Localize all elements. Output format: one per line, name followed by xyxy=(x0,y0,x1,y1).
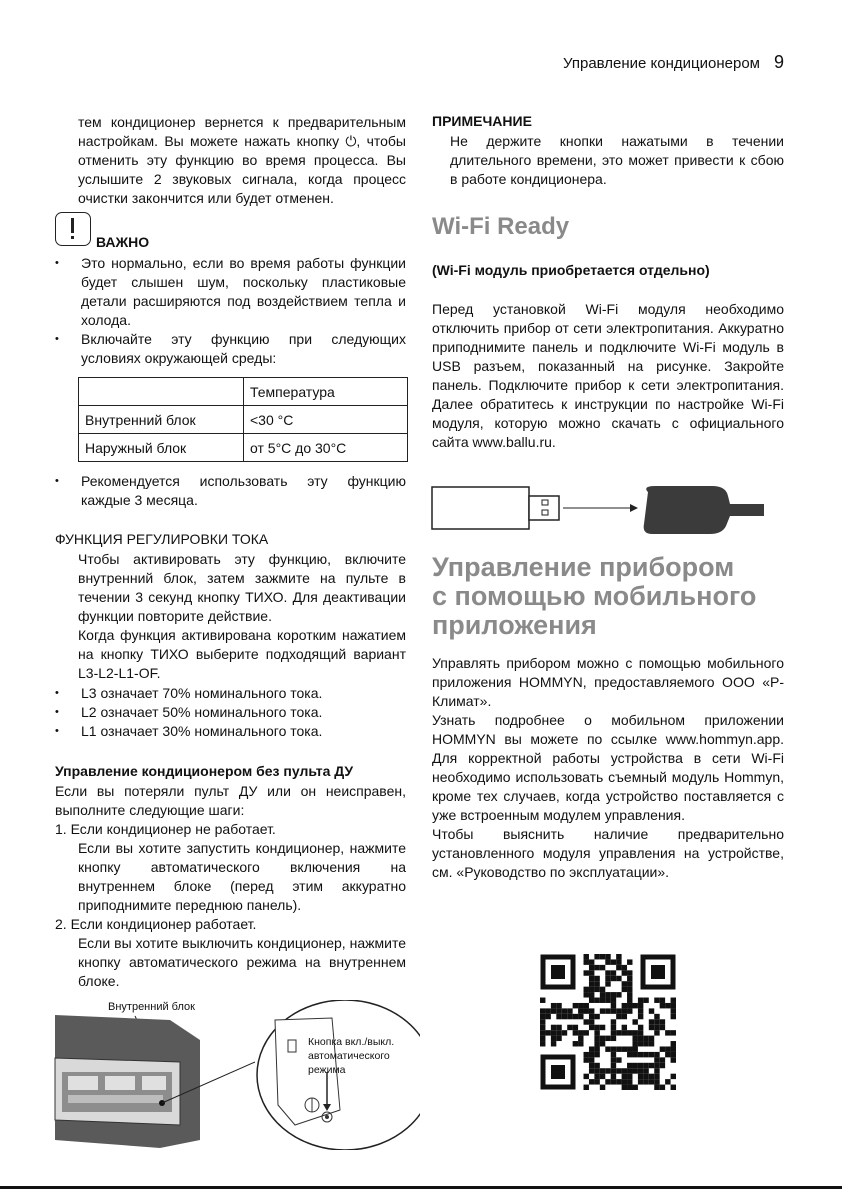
current-function-title: ФУНКЦИЯ РЕГУЛИРОВКИ ТОКА xyxy=(55,531,269,547)
current-function-text xyxy=(78,550,406,683)
app-heading xyxy=(432,553,792,640)
app-paragraph-3: Чтобы выяснить наличие предварительно установленного модуля управления на устройстве, см. «Руководство по эксплуатации». xyxy=(432,826,784,880)
wifi-subheading: (Wi-Fi модуль приобретается отдельно) xyxy=(432,262,710,278)
app-text xyxy=(432,654,784,882)
note-title: ПРИМЕЧАНИЕ xyxy=(432,113,532,129)
app-heading-line-1: Управление прибором xyxy=(432,552,735,582)
step-1-title: 1. Если кондиционер не работает. xyxy=(55,821,276,837)
running-header xyxy=(563,52,784,73)
current-paragraph-1: Чтобы активировать эту функцию, включите внутренний блок, затем зажмите на пульте в течении 3 секунд кнопку ТИХО. Для деактивации функции повторите действие. xyxy=(78,551,406,624)
table-row xyxy=(79,434,408,462)
app-heading-line-3: приложения xyxy=(432,610,597,640)
table-cell: Внутренний блок xyxy=(79,406,244,434)
step-2-text: Если вы хотите выключить кондиционер, нажмите кнопку автоматического режима на внутреннем блоке. xyxy=(78,935,406,989)
current-levels-list xyxy=(55,684,406,741)
table-cell: Наружный блок xyxy=(79,434,244,462)
no-remote-title: Управление кондиционером без пульта ДУ xyxy=(55,763,354,779)
note-text: Не держите кнопки нажатыми в течении длительного времени, это может привести к сбою в работе кондиционера. xyxy=(450,133,784,187)
app-paragraph-1: Управлять прибором можно с помощью мобильного приложения HOMMYN, предоставляемого ООО «Р-Климат». xyxy=(432,655,784,709)
table-cell: Температура xyxy=(244,378,408,406)
table-row xyxy=(79,406,408,434)
list-item: • L1 означает 30% номинального тока. xyxy=(55,722,406,741)
figure-label: Внутренний блок xyxy=(108,1001,195,1013)
wifi-instructions: Перед установкой Wi-Fi модуля необходимо отключить прибор от сети электропитания. Аккуратно приподнимите панель и подключите Wi-Fi модуль в USB разъем, показанный на рисунке. Закройте панель. Подключите прибор к сети электропитания. Далее обратитесь к инструкции по настройке Wi-Fi модуля, которую можно скачать с официального сайта www.ballu.ru. xyxy=(432,301,784,450)
wifi-heading: Wi-Fi Ready xyxy=(432,213,570,240)
step-1-text: Если вы хотите запустить кондиционер, нажмите кнопку автоматического включения на внутреннем блоке (перед этим аккуратно приподнимите переднюю панель). xyxy=(78,840,406,913)
table-cell: <30 °C xyxy=(244,406,408,434)
wifi-module-illustration xyxy=(430,484,770,540)
header-title: Управление кондиционером xyxy=(563,55,760,72)
qr-code xyxy=(540,954,676,1090)
list-item: • Это нормально, если во время работы функции будет слышен шум, поскольку пластиковые детали расширяются под воздействием тепла и холода. xyxy=(55,254,406,330)
intro-paragraph: тем кондиционер вернется к предварительным настройкам. Вы можете нажать кнопку ⏻, чтобы отменить эту функцию во время процесса. Вы услышите 2 звуковых сигнала, когда процесс очистки закончится или будет отменен. xyxy=(78,114,406,206)
list-item: • Рекомендуется использовать эту функцию каждые 3 месяца. xyxy=(55,472,406,510)
table-cell: от 5°C до 30°C xyxy=(244,434,408,462)
list-item: • Включайте эту функцию при следующих условиях окружающей среды: xyxy=(55,330,406,368)
current-paragraph-2: Когда функция активирована коротким нажатием на кнопку ТИХО выберите подходящий вариант L3-L2-L1-OF. xyxy=(78,627,406,681)
important-list xyxy=(55,254,406,368)
conditions-table xyxy=(78,377,408,462)
table-row xyxy=(79,378,408,406)
recommend-list xyxy=(55,472,406,510)
app-heading-line-2: с помощью мобильного xyxy=(432,581,757,611)
important-title: ВАЖНО xyxy=(96,234,150,250)
page-bottom-rule xyxy=(0,1186,842,1189)
warning-icon xyxy=(55,212,91,246)
page-number: 9 xyxy=(773,52,784,72)
list-item: • L2 означает 50% номинального тока. xyxy=(55,703,406,722)
app-paragraph-2: Узнать подробнее о мобильном приложении HOMMYN вы можете по ссылке www.hommyn.app. Для корректной работы устройства в сети Wi-Fi необходимо использовать съемный модуль Hommyn, кроме тех случаев, когда устройство поставляется с уже встроенным модулем управления. xyxy=(432,712,784,823)
button-callout-label: Кнопка вкл./выкл. автоматического режима xyxy=(308,1036,395,1076)
no-remote-intro: Если вы потеряли пульт ДУ или он неисправен, выполните следующие шаги: xyxy=(55,783,406,818)
list-item: • L3 означает 70% номинального тока. xyxy=(55,684,406,703)
step-2-title: 2. Если кондиционер работает. xyxy=(55,916,257,932)
table-cell xyxy=(79,378,244,406)
